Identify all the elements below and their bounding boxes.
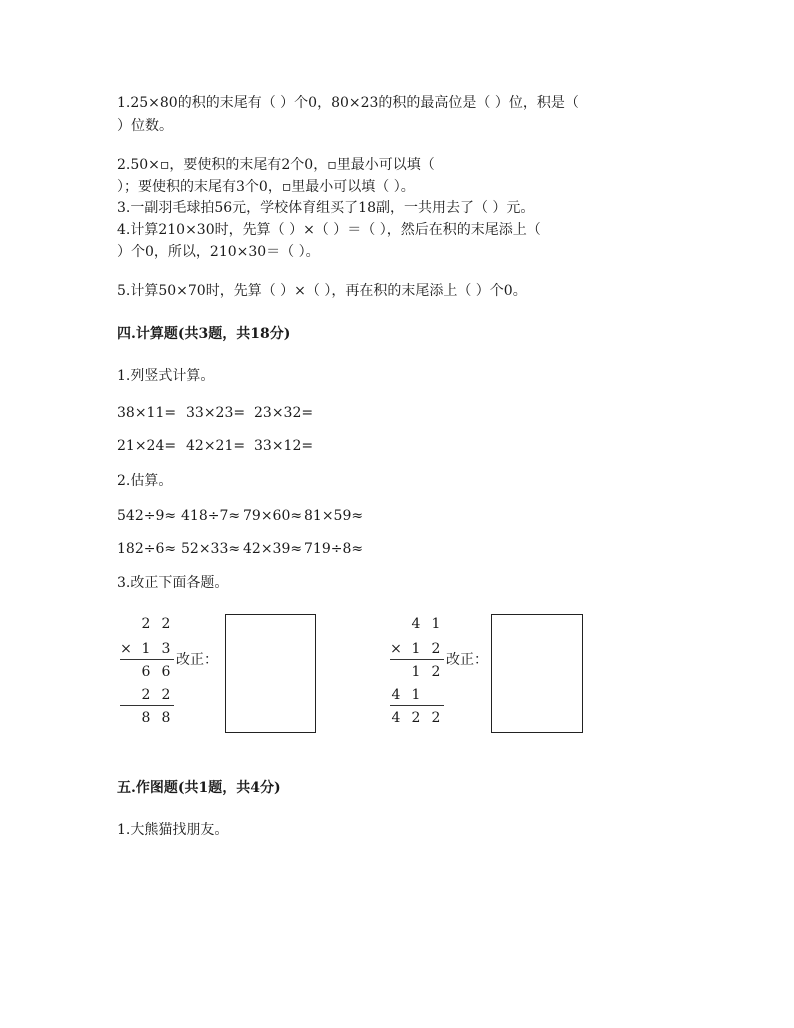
- estimate-item: 418÷7≈: [181, 508, 241, 524]
- estimate-item: 81×59≈: [304, 508, 364, 524]
- digit: 4: [411, 616, 421, 632]
- digit: 2: [431, 641, 441, 657]
- digit: 2: [411, 710, 421, 726]
- calc-item: 33×23=: [186, 405, 246, 421]
- digit: 1: [411, 687, 421, 703]
- section5-title: 五.作图题(共1题，共4分): [117, 780, 281, 796]
- correction-box-1[interactable]: [225, 614, 316, 733]
- digit: 4: [391, 710, 401, 726]
- digit: 6: [141, 664, 151, 680]
- estimate-item: 79×60≈: [243, 508, 303, 524]
- calc-item: 38×11=: [117, 405, 177, 421]
- digit: 8: [161, 710, 171, 726]
- digit: 2: [161, 687, 171, 703]
- divider-line: [390, 705, 444, 706]
- s4-q2-title: 2.估算。: [117, 473, 173, 489]
- correction-box-2[interactable]: [491, 614, 583, 733]
- q2-line1: 2.50×▫，要使积的末尾有2个0，▫里最小可以填（: [117, 157, 435, 173]
- calc-item: 23×32=: [254, 405, 314, 421]
- digit: 1: [411, 664, 421, 680]
- divider-line: [120, 705, 174, 706]
- estimate-item: 719÷8≈: [304, 541, 364, 557]
- digit: 2: [431, 710, 441, 726]
- digit: 6: [161, 664, 171, 680]
- s5-q1-title: 1.大熊猫找朋友。: [117, 822, 229, 838]
- digit: 2: [141, 616, 151, 632]
- q3-line: 3.一副羽毛球拍56元，学校体育组买了18副，一共用去了（ ）元。: [117, 200, 535, 216]
- correct-label: 改正：: [446, 652, 488, 668]
- digit: 1: [141, 641, 151, 657]
- q4-line1: 4.计算210×30时，先算（ ）×（ ）＝（ ），然后在积的末尾添上（: [117, 222, 541, 238]
- calc-item: 21×24=: [117, 438, 177, 454]
- digit: 8: [141, 710, 151, 726]
- divider-line: [390, 659, 444, 660]
- digit: 4: [391, 687, 401, 703]
- divider-line: [120, 659, 174, 660]
- estimate-item: 542÷9≈: [117, 508, 177, 524]
- times-sign: ×: [390, 641, 402, 657]
- times-sign: ×: [120, 641, 132, 657]
- digit: 2: [141, 687, 151, 703]
- vertical-calc-1: [120, 616, 230, 726]
- estimate-item: 42×39≈: [243, 541, 303, 557]
- digit: 2: [161, 616, 171, 632]
- estimate-item: 52×33≈: [181, 541, 241, 557]
- digit: 2: [431, 664, 441, 680]
- estimate-item: 182÷6≈: [117, 541, 177, 557]
- section4-title: 四.计算题(共3题，共18分): [117, 326, 291, 342]
- digit: 3: [161, 641, 171, 657]
- calc-item: 33×12=: [254, 438, 314, 454]
- digit: 1: [411, 641, 421, 657]
- calc-item: 42×21=: [186, 438, 246, 454]
- vertical-calc-2: [390, 616, 500, 726]
- s4-q3-title: 3.改正下面各题。: [117, 575, 229, 591]
- q1-line2: ）位数。: [117, 118, 173, 134]
- digit: 1: [431, 616, 441, 632]
- q5-line: 5.计算50×70时，先算（ ）×（ ），再在积的末尾添上（ ）个0。: [117, 283, 527, 299]
- q4-line2: ）个0，所以，210×30＝（ ）。: [117, 244, 320, 260]
- q2-line2: ）；要使积的末尾有3个0，▫里最小可以填（ ）。: [117, 179, 415, 195]
- s4-q1-title: 1.列竖式计算。: [117, 368, 215, 384]
- q1-line1: 1.25×80的积的末尾有（ ）个0，80×23的积的最高位是（ ）位，积是（: [117, 95, 579, 111]
- correct-label: 改正：: [176, 652, 218, 668]
